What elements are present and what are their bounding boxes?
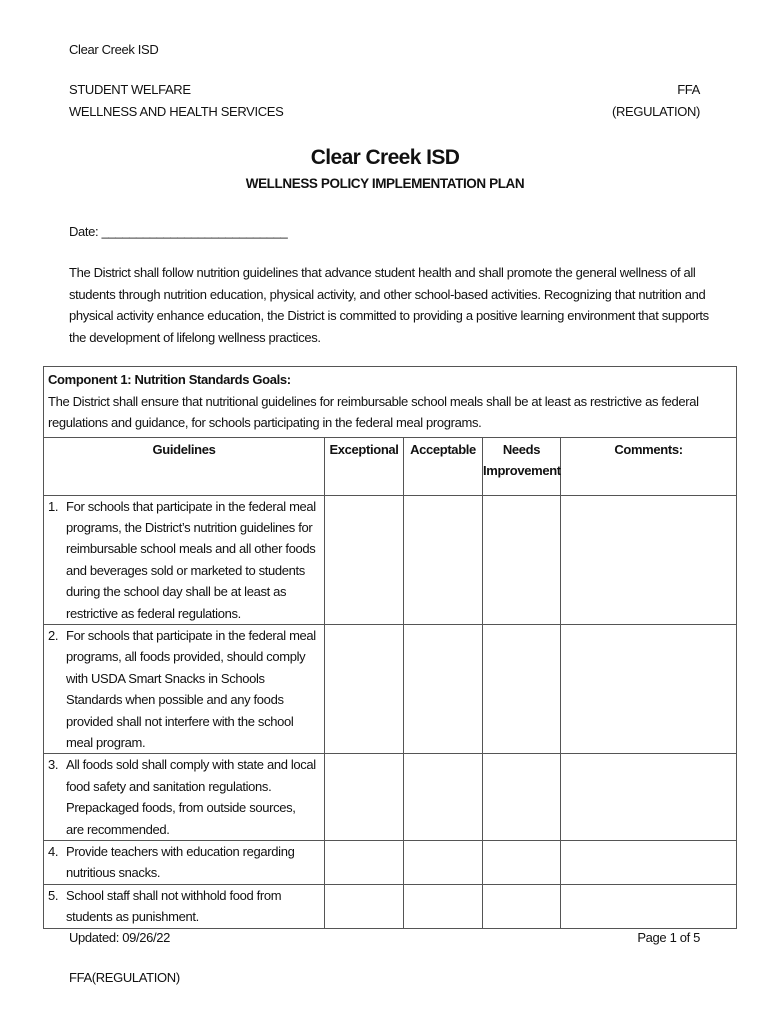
table-header-row	[44, 437, 737, 495]
acceptable-cell[interactable]	[404, 884, 483, 928]
exceptional-cell[interactable]	[325, 495, 404, 624]
guideline-number: 1.	[48, 498, 59, 514]
component-cell	[44, 367, 737, 438]
org-header: Clear Creek ISD	[69, 42, 159, 57]
guideline-number: 4.	[48, 844, 59, 859]
guideline-number: 3.	[48, 757, 59, 773]
page-title: Clear Creek ISD	[310, 146, 460, 169]
guideline-text: School staff shall not withhold food from students as punishment.	[66, 887, 282, 925]
guideline-cell	[44, 841, 325, 885]
date-field[interactable]: Date: ___________________________	[69, 224, 288, 239]
intro-paragraph: The District shall follow nutrition guidelines that advance student health and shall promote the general wellness of all students through nutrition education, physical activity, and other school-based activities. Recognizing that nutrition and physical activity enhance education, the District is committed to providing a positive learning environment that supports the development of lifelong wellness practices.	[69, 265, 709, 345]
comments-cell[interactable]	[561, 841, 737, 885]
needs-improvement-cell[interactable]	[483, 624, 561, 753]
acceptable-cell[interactable]	[404, 754, 483, 841]
guideline-text: For schools that participate in the federal meal programs, all foods provided, should comply with USDA Smart Snacks in Schools Standards when possible and any foods provided shall not interfere with the school meal program.	[66, 627, 316, 750]
guideline-cell	[44, 884, 325, 928]
guideline-cell	[44, 754, 325, 841]
table-row	[44, 754, 737, 841]
policy-type: (REGULATION)	[611, 103, 700, 119]
policy-code: FFA	[677, 82, 700, 97]
department-line: STUDENT WELFARE	[69, 82, 191, 97]
exceptional-cell[interactable]	[325, 884, 404, 928]
comments-cell[interactable]	[561, 624, 737, 753]
table-row	[44, 495, 737, 624]
guideline-text: Provide teachers with education regarding nutritious snacks.	[66, 844, 295, 881]
header-comments: Comments:	[561, 437, 737, 495]
guideline-cell	[44, 624, 325, 753]
needs-improvement-cell[interactable]	[483, 495, 561, 624]
acceptable-cell[interactable]	[404, 624, 483, 753]
exceptional-cell[interactable]	[325, 754, 404, 841]
acceptable-cell[interactable]	[404, 841, 483, 885]
table-row	[44, 884, 737, 928]
acceptable-cell[interactable]	[404, 495, 483, 624]
component-description: The District shall ensure that nutritional guidelines for reimbursable school meals shall be at least as restrictive as federal regulations and guidance, for schools participating in the federal meal programs.	[48, 393, 699, 430]
header-exceptional: Exceptional	[325, 437, 404, 495]
needs-improvement-cell[interactable]	[483, 884, 561, 928]
table-row	[44, 841, 737, 885]
footer-page-number: Page 1 of 5	[637, 930, 700, 945]
component-row	[44, 367, 737, 438]
guideline-text: All foods sold shall comply with state and local food safety and sanitation regulations. Prepackaged foods, from outside sources, are recommended.	[66, 757, 316, 837]
header-acceptable: Acceptable	[404, 437, 483, 495]
header-guidelines: Guidelines	[44, 437, 325, 495]
policy-code-block	[612, 79, 700, 122]
exceptional-cell[interactable]	[325, 841, 404, 885]
comments-cell[interactable]	[561, 495, 737, 624]
guideline-cell	[44, 495, 325, 624]
footer-updated-date: Updated: 09/26/22	[69, 930, 171, 945]
comments-cell[interactable]	[561, 754, 737, 841]
header-needs-improvement: Needs Improvement	[483, 437, 561, 495]
table-row	[44, 624, 737, 753]
department-line: WELLNESS AND HEALTH SERVICES	[69, 103, 284, 119]
footer-policy-code: FFA(REGULATION)	[69, 970, 180, 985]
comments-cell[interactable]	[561, 884, 737, 928]
guideline-number: 5.	[48, 887, 59, 903]
department-block	[69, 79, 283, 122]
nutrition-goals-table	[43, 366, 737, 929]
guideline-number: 2.	[48, 627, 59, 643]
component-heading: Component 1: Nutrition Standards Goals:	[48, 372, 291, 387]
needs-improvement-cell[interactable]	[483, 754, 561, 841]
page-subtitle: WELLNESS POLICY IMPLEMENTATION PLAN	[245, 176, 525, 191]
guideline-text: For schools that participate in the federal meal programs, the District’s nutrition guidelines for reimbursable school meals and all other foods and beverages sold or marketed to students during the school day shall be at least as restrictive as federal regulations.	[66, 498, 316, 621]
exceptional-cell[interactable]	[325, 624, 404, 753]
needs-improvement-cell[interactable]	[483, 841, 561, 885]
